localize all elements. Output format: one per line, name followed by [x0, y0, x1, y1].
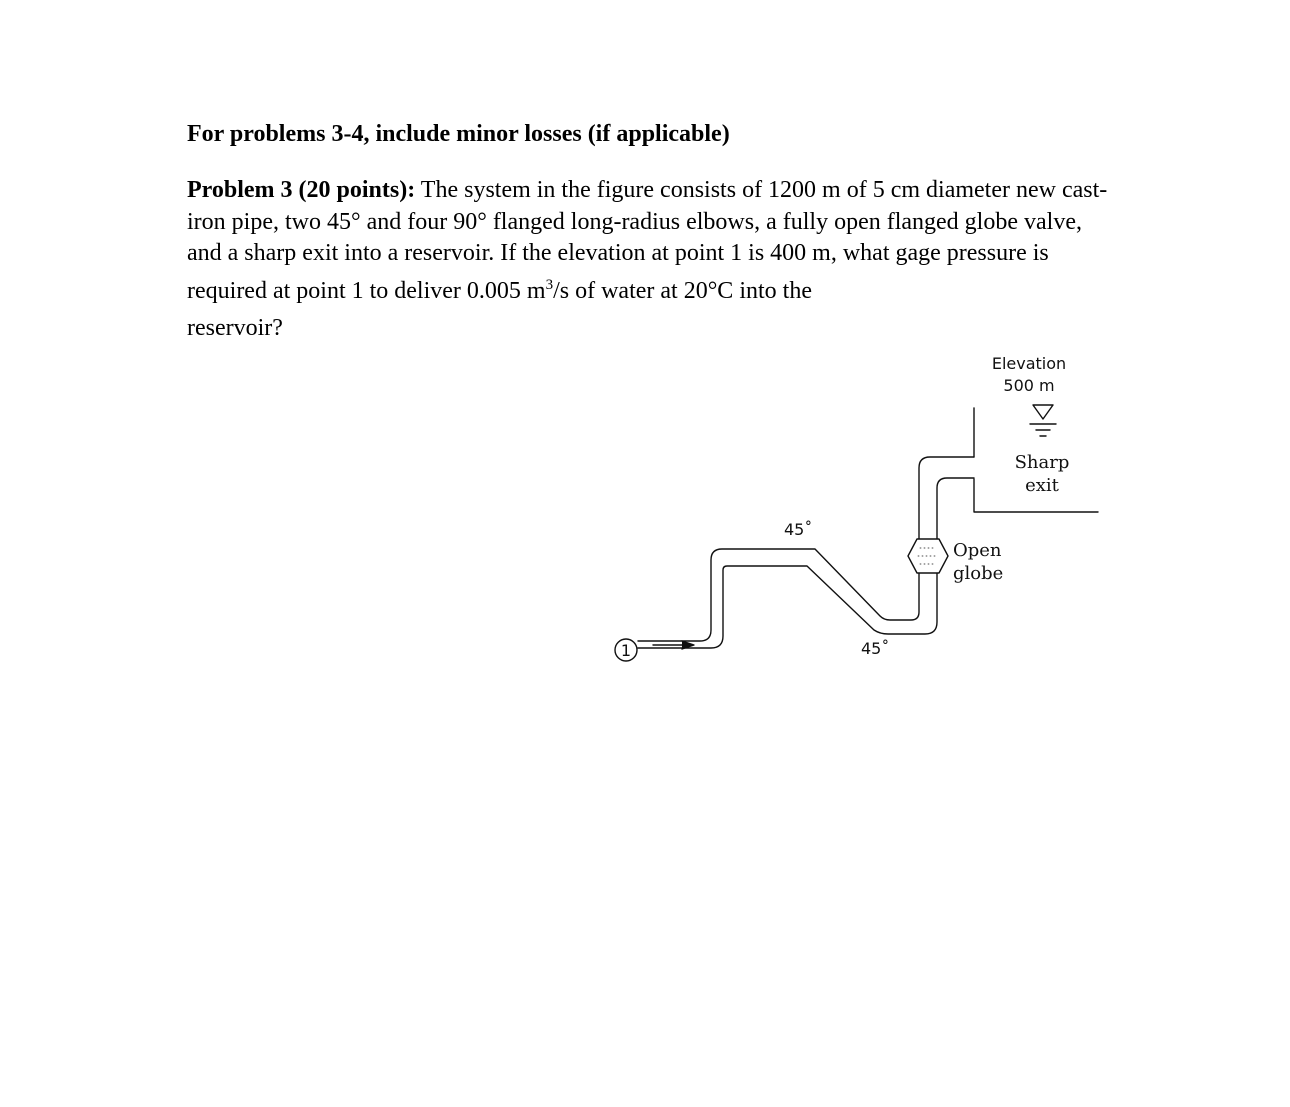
elevation-value: 500 m: [1003, 376, 1055, 395]
angle-label-top: 45˚: [784, 520, 813, 539]
globe-valve: [908, 539, 948, 573]
problem-text: The system in the figure consists of 1200 m of 5 cm diameter new cast-iron pipe, two 45° and four 90° flanged long-radius elbows, a fully open flanged globe valve, and a sharp exit into a reservoir. If the elevation at point 1 is 400 m, what gage pressure is required at point 1 to deliver 0.005 m: [187, 177, 1108, 304]
valve-label-2: globe: [953, 563, 1004, 584]
section-heading: For problems 3-4, include minor losses (if applicable): [187, 121, 730, 147]
free-surface-triangle: [1033, 405, 1053, 419]
elevation-label: Elevation: [991, 354, 1067, 373]
units-superscript: 3: [545, 276, 554, 293]
problem-text-end: /s of water at 20°C into the: [553, 277, 812, 304]
angle-label-bottom: 45˚: [861, 639, 890, 658]
sharp-exit-label-2: exit: [1025, 475, 1059, 496]
problem-label: Problem 3 (20 points):: [187, 177, 416, 203]
problem-tail: reservoir?: [187, 315, 283, 341]
sharp-exit-label-1: Sharp: [1014, 452, 1070, 473]
valve-label-1: Open: [953, 540, 1002, 561]
point-1-label: 1: [620, 641, 632, 660]
